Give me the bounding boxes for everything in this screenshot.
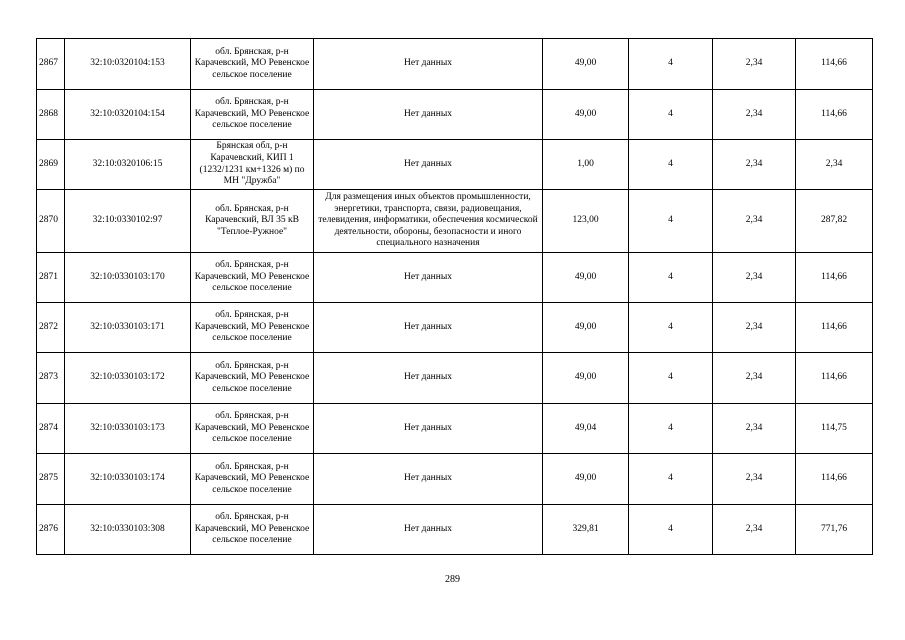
cadastral-value: 114,75 (796, 404, 873, 454)
address: обл. Брянская, р-н Карачевский, МО Ревенское сельское поселение (191, 303, 314, 353)
permitted-use: Нет данных (314, 90, 543, 140)
address: обл. Брянская, р-н Карачевский, МО Ревенское сельское поселение (191, 505, 314, 555)
cadastral-number: 32:10:0330103:172 (65, 353, 191, 404)
cadastral-value: 114,66 (796, 253, 873, 303)
cadastral-value: 114,66 (796, 303, 873, 353)
rate-value: 2,34 (713, 39, 796, 90)
group-value: 4 (629, 404, 713, 454)
rate-value: 2,34 (713, 253, 796, 303)
table-row (37, 454, 873, 505)
row-number: 2869 (37, 140, 65, 190)
group-value: 4 (629, 140, 713, 190)
group-value: 4 (629, 90, 713, 140)
cadastral-number: 32:10:0330103:308 (65, 505, 191, 555)
permitted-use: Нет данных (314, 39, 543, 90)
area-value: 123,00 (543, 190, 629, 253)
cadastral-value: 114,66 (796, 90, 873, 140)
rate-value: 2,34 (713, 190, 796, 253)
group-value: 4 (629, 39, 713, 90)
cadastral-number: 32:10:0330103:174 (65, 454, 191, 505)
rate-value: 2,34 (713, 353, 796, 404)
table-row (37, 404, 873, 454)
table-row (37, 90, 873, 140)
group-value: 4 (629, 454, 713, 505)
cadastral-number: 32:10:0320106:15 (65, 140, 191, 190)
cadastral-number: 32:10:0330103:173 (65, 404, 191, 454)
row-number: 2868 (37, 90, 65, 140)
group-value: 4 (629, 190, 713, 253)
area-value: 49,00 (543, 454, 629, 505)
address: обл. Брянская, р-н Карачевский, МО Ревенское сельское поселение (191, 353, 314, 404)
row-number: 2871 (37, 253, 65, 303)
group-value: 4 (629, 505, 713, 555)
area-value: 1,00 (543, 140, 629, 190)
table-body (37, 39, 873, 555)
cadastral-number: 32:10:0330102:97 (65, 190, 191, 253)
cadastral-number: 32:10:0330103:170 (65, 253, 191, 303)
area-value: 49,04 (543, 404, 629, 454)
cadastral-value: 287,82 (796, 190, 873, 253)
row-number: 2876 (37, 505, 65, 555)
rate-value: 2,34 (713, 505, 796, 555)
cadastral-value: 114,66 (796, 39, 873, 90)
row-number: 2874 (37, 404, 65, 454)
group-value: 4 (629, 353, 713, 404)
address: обл. Брянская, р-н Карачевский, МО Ревенское сельское поселение (191, 404, 314, 454)
table-row (37, 353, 873, 404)
table-row (37, 505, 873, 555)
permitted-use: Нет данных (314, 505, 543, 555)
area-value: 49,00 (543, 90, 629, 140)
cadastral-number: 32:10:0320104:154 (65, 90, 191, 140)
address: обл. Брянская, р-н Карачевский, МО Ревенское сельское поселение (191, 39, 314, 90)
address: обл. Брянская, р-н Карачевский, ВЛ 35 кВ "Теплое-Ружное" (191, 190, 314, 253)
area-value: 49,00 (543, 39, 629, 90)
page-number: 289 (445, 574, 460, 585)
land-plots-table (36, 38, 873, 555)
group-value: 4 (629, 303, 713, 353)
area-value: 329,81 (543, 505, 629, 555)
address: обл. Брянская, р-н Карачевский, МО Ревенское сельское поселение (191, 253, 314, 303)
table-row (37, 190, 873, 253)
address: обл. Брянская, р-н Карачевский, МО Ревенское сельское поселение (191, 454, 314, 505)
cadastral-value: 771,76 (796, 505, 873, 555)
rate-value: 2,34 (713, 303, 796, 353)
cadastral-number: 32:10:0330103:171 (65, 303, 191, 353)
rate-value: 2,34 (713, 454, 796, 505)
cadastral-number: 32:10:0320104:153 (65, 39, 191, 90)
permitted-use: Нет данных (314, 253, 543, 303)
cadastral-value: 114,66 (796, 353, 873, 404)
rate-value: 2,34 (713, 404, 796, 454)
address: обл. Брянская, р-н Карачевский, МО Ревенское сельское поселение (191, 90, 314, 140)
permitted-use: Нет данных (314, 404, 543, 454)
row-number: 2870 (37, 190, 65, 253)
row-number: 2867 (37, 39, 65, 90)
permitted-use: Нет данных (314, 140, 543, 190)
area-value: 49,00 (543, 303, 629, 353)
cadastral-value: 114,66 (796, 454, 873, 505)
permitted-use: Нет данных (314, 303, 543, 353)
rate-value: 2,34 (713, 90, 796, 140)
rate-value: 2,34 (713, 140, 796, 190)
table-row (37, 253, 873, 303)
group-value: 4 (629, 253, 713, 303)
area-value: 49,00 (543, 353, 629, 404)
table-row (37, 140, 873, 190)
table-row (37, 39, 873, 90)
area-value: 49,00 (543, 253, 629, 303)
row-number: 2873 (37, 353, 65, 404)
row-number: 2872 (37, 303, 65, 353)
table-row (37, 303, 873, 353)
permitted-use: Нет данных (314, 353, 543, 404)
address: Брянская обл, р-н Карачевский, КИП 1 (1232/1231 км+1326 м) по МН "Дружба" (191, 140, 314, 190)
permitted-use: Для размещения иных объектов промышленности, энергетики, транспорта, связи, радиовещания, телевидения, информатики, обеспечения космической деятельности, обороны, безопасности и иного специального назначения (314, 190, 543, 253)
cadastral-value: 2,34 (796, 140, 873, 190)
row-number: 2875 (37, 454, 65, 505)
permitted-use: Нет данных (314, 454, 543, 505)
